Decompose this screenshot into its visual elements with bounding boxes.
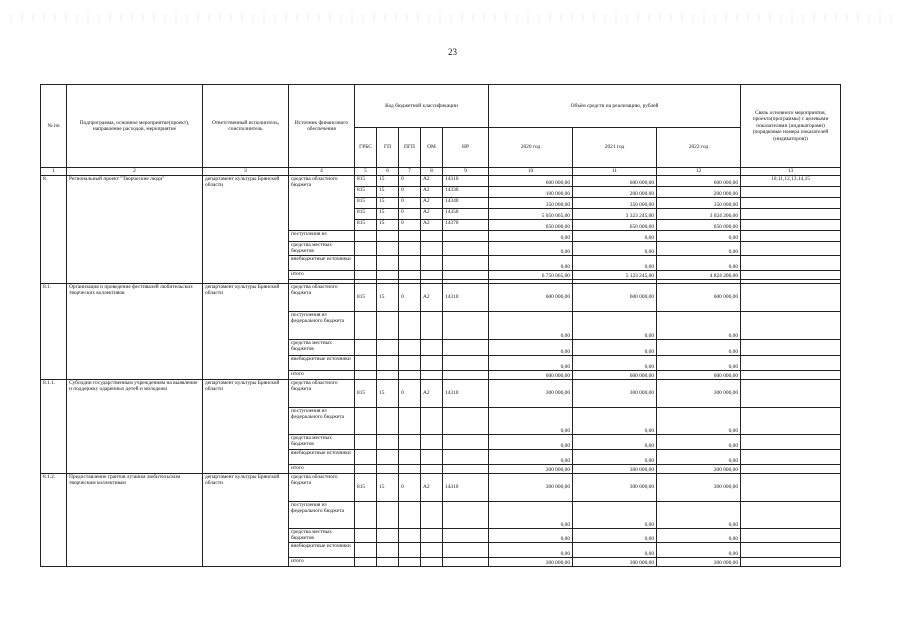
value-2020: 0,00 [489,529,573,543]
header-2022: 2022 год [657,128,741,168]
pgp-cell: 0 [399,209,421,220]
value-2022: 300 000,00 [657,474,741,502]
om-cell: A2 [421,176,443,187]
value-2020: 0,00 [489,435,573,450]
row-source: средства областного бюджета [289,474,355,502]
header-pgp: ПГП [399,128,421,168]
gp-cell: 15 [377,284,399,312]
value-2022: 0,00 [657,256,741,271]
grbs-cell: 815 [355,209,377,220]
total-2022: 4 824 206,00 [657,271,741,280]
pgp-cell: 0 [399,176,421,187]
total-2021: 600 000,00 [573,371,657,380]
row-source: итого [289,558,355,567]
value-2022: 0,00 [657,356,741,371]
value-2020: 0,00 [489,450,573,465]
row-source: поступления из федерального бюджета [289,502,355,529]
value-2020: 300 000,00 [489,380,573,408]
nr-cell: 14310 [443,474,489,502]
row-source: средства местных бюджетов [289,435,355,450]
value-2021: 0,00 [573,242,657,256]
gp-cell: 15 [377,380,399,408]
value-2021: 0,00 [573,231,657,242]
col-number: 1 [41,168,67,176]
col-number: 13 [741,168,841,176]
value-2020: 0,00 [489,256,573,271]
header-link: Связь основного мероприятия, проекта(программы) с целевыми показателями (индикаторами) (порядковые номера показателей (индикаторов)) [741,85,841,168]
value-2022: 0,00 [657,242,741,256]
link-cell [741,209,841,220]
nr-cell: 14310 [443,284,489,312]
value-2022: 0,00 [657,435,741,450]
value-2020: 100 000,00 [489,187,573,198]
col-number: 8 [421,168,443,176]
row-name: Субсидии государственным учреждениям на выявление и поддержку одаренных детей и молодежи [67,380,203,474]
row-source: средства местных бюджетов [289,340,355,356]
row-name: Предоставление грантов лучшим любительским творческим коллективам [67,474,203,567]
value-2022: 650 000,00 [657,220,741,231]
gp-cell: 15 [377,220,399,231]
value-2021: 0,00 [573,450,657,465]
value-2020: 5 050 065,00 [489,209,573,220]
pgp-cell: 0 [399,198,421,209]
row-no: 8.1.2. [41,474,67,567]
header-nr: НР [443,128,489,168]
pgp-cell: 0 [399,284,421,312]
row-source: внебюджетные источники [289,256,355,271]
value-2020: 350 000,00 [489,198,573,209]
grbs-cell: 815 [355,220,377,231]
link-cell [741,198,841,209]
row-source: поступления из федерального бюджета [289,408,355,435]
value-2021: 0,00 [573,435,657,450]
grbs-cell: 815 [355,187,377,198]
value-2020: 300 000,00 [489,474,573,502]
row-source: поступления из [289,231,355,242]
header-om: ОМ [421,128,443,168]
value-2022: 200 000,00 [657,187,741,198]
value-2020: 600 000,00 [489,176,573,187]
col-number: 6 [377,168,399,176]
gp-cell: 15 [377,209,399,220]
page-number: 23 [448,47,457,57]
header-volume: Объём средств на реализацию, рублей [489,85,741,128]
value-2021: 600 000,00 [573,176,657,187]
pgp-cell: 0 [399,187,421,198]
value-2022: 600 000,00 [657,284,741,312]
link-cell [741,187,841,198]
row-source: средства областного бюджета [289,284,355,312]
nr-cell: 14370 [443,220,489,231]
table-row [41,380,841,408]
nr-cell: 14340 [443,198,489,209]
row-source: средства областного бюджета [289,176,355,231]
gp-cell: 15 [377,187,399,198]
value-2022: 350 000,00 [657,198,741,209]
col-number: 11 [573,168,657,176]
nr-cell: 14310 [443,176,489,187]
col-number: 5 [355,168,377,176]
value-2020: 0,00 [489,543,573,558]
row-source: итого [289,465,355,474]
table-row [41,176,841,187]
value-2020: 0,00 [489,231,573,242]
col-number: 2 [67,168,203,176]
row-executor: департамент культуры Брянской области [203,284,289,380]
value-2021: 3 323 245,00 [573,209,657,220]
value-2020: 650 000,00 [489,220,573,231]
total-2020: 6 750 065,00 [489,271,573,280]
value-2022: 0,00 [657,312,741,340]
value-2022: 0,00 [657,529,741,543]
om-cell: A2 [421,474,443,502]
value-2021: 0,00 [573,529,657,543]
value-2020: 0,00 [489,242,573,256]
value-2020: 0,00 [489,340,573,356]
value-2021: 0,00 [573,543,657,558]
value-2021: 300 000,00 [573,380,657,408]
row-source: итого [289,371,355,380]
table-row [41,284,841,312]
om-cell: A2 [421,198,443,209]
value-2022: 0,00 [657,408,741,435]
header-source: Источник финансового обеспечения [289,85,355,168]
link-cell: 10,11,12,13,14,15 [741,176,841,187]
om-cell: A2 [421,209,443,220]
header-grbs: ГРБС [355,128,377,168]
grbs-cell: 815 [355,284,377,312]
nr-cell: 14310 [443,380,489,408]
col-number: 7 [399,168,421,176]
budget-table [40,84,841,567]
value-2022: 300 000,00 [657,380,741,408]
value-2020: 0,00 [489,408,573,435]
nr-cell: 14330 [443,187,489,198]
total-2020: 600 000,00 [489,371,573,380]
om-cell: A2 [421,187,443,198]
header-2021: 2021 год [573,128,657,168]
value-2021: 0,00 [573,256,657,271]
total-2020: 300 000,00 [489,558,573,567]
value-2020: 0,00 [489,502,573,529]
gp-cell: 15 [377,176,399,187]
header-budget-code: Код бюджетной классификации [355,85,489,128]
col-number: 4 [289,168,355,176]
row-executor: департамент культуры Брянской области [203,474,289,567]
row-source: внебюджетные источники [289,356,355,371]
row-name: Региональный проект "Творческие люди" [67,176,203,284]
grbs-cell: 815 [355,176,377,187]
row-name: Организация и проведение фестивалей любительских творческих коллективов [67,284,203,380]
value-2022: 0,00 [657,543,741,558]
gp-cell: 15 [377,474,399,502]
total-2021: 5 123 245,00 [573,271,657,280]
value-2022: 0,00 [657,450,741,465]
row-executor: департамент культуры Брянской области [203,176,289,284]
row-source: средства местных бюджетов [289,242,355,256]
value-2020: 0,00 [489,312,573,340]
col-number: 9 [443,168,489,176]
om-cell: A2 [421,380,443,408]
link-cell [741,220,841,231]
value-2022: 0,00 [657,340,741,356]
value-2021: 0,00 [573,502,657,529]
value-2021: 0,00 [573,356,657,371]
row-no: 8. [41,176,67,284]
total-2021: 300 000,00 [573,558,657,567]
total-2022: 300 000,00 [657,558,741,567]
gp-cell: 15 [377,198,399,209]
grbs-cell: 815 [355,198,377,209]
value-2022: 600 000,00 [657,176,741,187]
header-subprogram: Подпрограмма, основное мероприятие(проект), направление расходов, мероприятие [67,85,203,168]
col-number: 3 [203,168,289,176]
row-executor: департамент культуры Брянской области [203,380,289,474]
total-2022: 600 000,00 [657,371,741,380]
table-row [41,474,841,502]
value-2021: 600 000,00 [573,284,657,312]
om-cell: A2 [421,284,443,312]
value-2021: 200 000,00 [573,187,657,198]
total-2021: 300 000,00 [573,465,657,474]
om-cell: A2 [421,220,443,231]
row-no: 8.1.1. [41,380,67,474]
value-2021: 0,00 [573,408,657,435]
value-2021: 300 000,00 [573,474,657,502]
pgp-cell: 0 [399,474,421,502]
row-source: внебюджетные источники [289,543,355,558]
scan-noise [10,14,895,22]
pgp-cell: 0 [399,380,421,408]
header-executor: Ответственный исполнитель, соисполнитель [203,85,289,168]
value-2021: 0,00 [573,340,657,356]
value-2021: 350 000,00 [573,198,657,209]
header-no: № пп [41,85,67,168]
header-2020: 2020 год [489,128,573,168]
value-2021: 0,00 [573,312,657,340]
row-source: поступления из федерального бюджета [289,312,355,340]
column-numbers-row [41,168,841,176]
row-source: итого [289,271,355,280]
value-2022: 3 024 206,00 [657,209,741,220]
header-gp: ГП [377,128,399,168]
col-number: 10 [489,168,573,176]
value-2022: 0,00 [657,502,741,529]
nr-cell: 14350 [443,209,489,220]
row-source: средства областного бюджета [289,380,355,408]
value-2022: 0,00 [657,231,741,242]
grbs-cell: 815 [355,474,377,502]
row-no: 8.1. [41,284,67,380]
value-2021: 650 000,00 [573,220,657,231]
total-2020: 300 000,00 [489,465,573,474]
pgp-cell: 0 [399,220,421,231]
grbs-cell: 815 [355,380,377,408]
total-2022: 300 000,00 [657,465,741,474]
value-2020: 600 000,00 [489,284,573,312]
row-source: средства местных бюджетов [289,529,355,543]
col-number: 12 [657,168,741,176]
row-source: внебюджетные источники [289,450,355,465]
value-2020: 0,00 [489,356,573,371]
